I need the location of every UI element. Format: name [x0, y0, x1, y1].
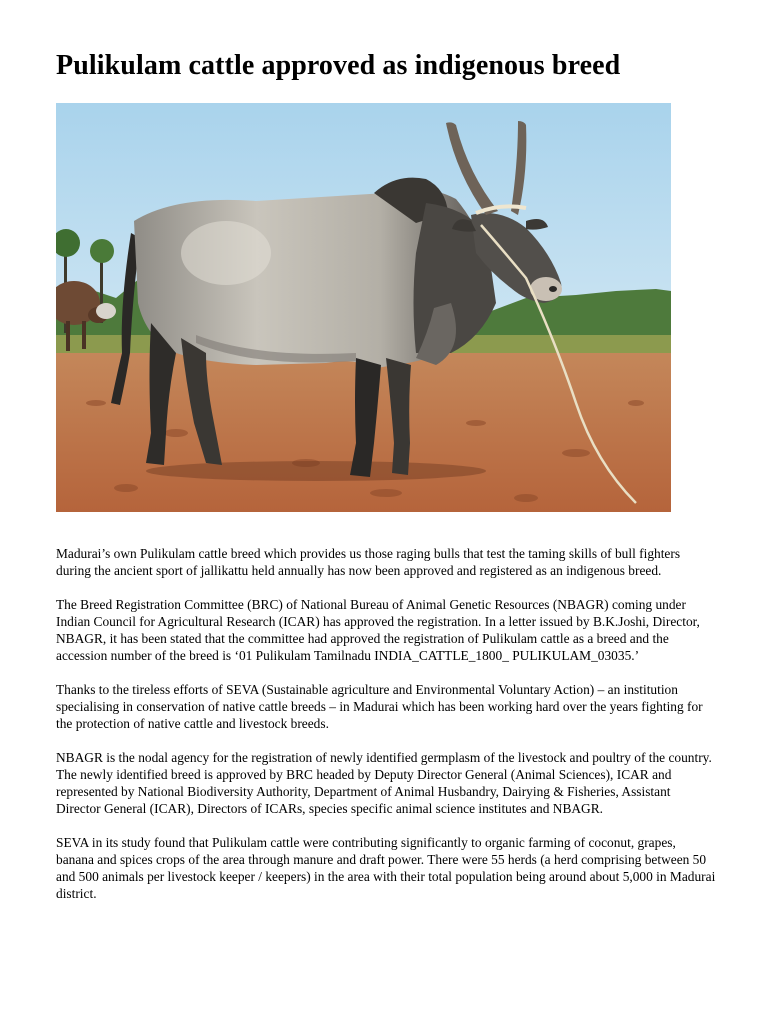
- paragraph: Thanks to the tireless efforts of SEVA (Sustainable agriculture and Environmental Voluntary Action) – an institution specialising in conservation of native cattle breeds – in Madurai which has been working hard over the years fighting for the protection of native cattle and livestock breeds.: [56, 682, 703, 731]
- paragraph: SEVA in its study found that Pulikulam cattle were contributing significantly to organic farming of coconut, grapes, banana and spices crops of the area through manure and draft power. There were 55 herds (a herd comprising between 50 and 500 animals per livestock keeper / keepers) in the area with their total population being around about 5,000 in Madurai district.: [56, 835, 716, 901]
- bull-photo: [56, 103, 671, 512]
- paragraph: NBAGR is the nodal agency for the registration of newly identified germplasm of the livestock and poultry of the country. The newly identified breed is approved by BRC headed by Deputy Director General (Animal Sciences), ICAR and represented by National Biodiversity Authority, Department of Animal Husbandry, Dairying & Fisheries, Assistant Director General (ICAR), Directors of ICARs, species specific animal science institutes and NBAGR.: [56, 750, 712, 816]
- paragraph: Madurai’s own Pulikulam cattle breed which provides us those raging bulls that test the taming skills of bull fighters during the ancient sport of jallikattu held annually has now been approved and registered as an indigenous breed.: [56, 546, 681, 578]
- bull-shadow: [146, 461, 486, 481]
- paragraph: The Breed Registration Committee (BRC) of National Bureau of Animal Genetic Resources (NBAGR) coming under Indian Council for Agricultural Research (ICAR) has approved the registration. In a letter issued by B.K.Joshi, Director, NBAGR, it has been stated that the committee had approved the registration of Pulikulam cattle as a breed and the accession number of the breed is ‘01 Pulikulam Tamilnadu INDIA_CATTLE_1800_ PULIKULAM_03035.’: [56, 597, 700, 663]
- article-body: [56, 545, 716, 919]
- article-title: Pulikulam cattle approved as indigenous breed: [56, 50, 621, 81]
